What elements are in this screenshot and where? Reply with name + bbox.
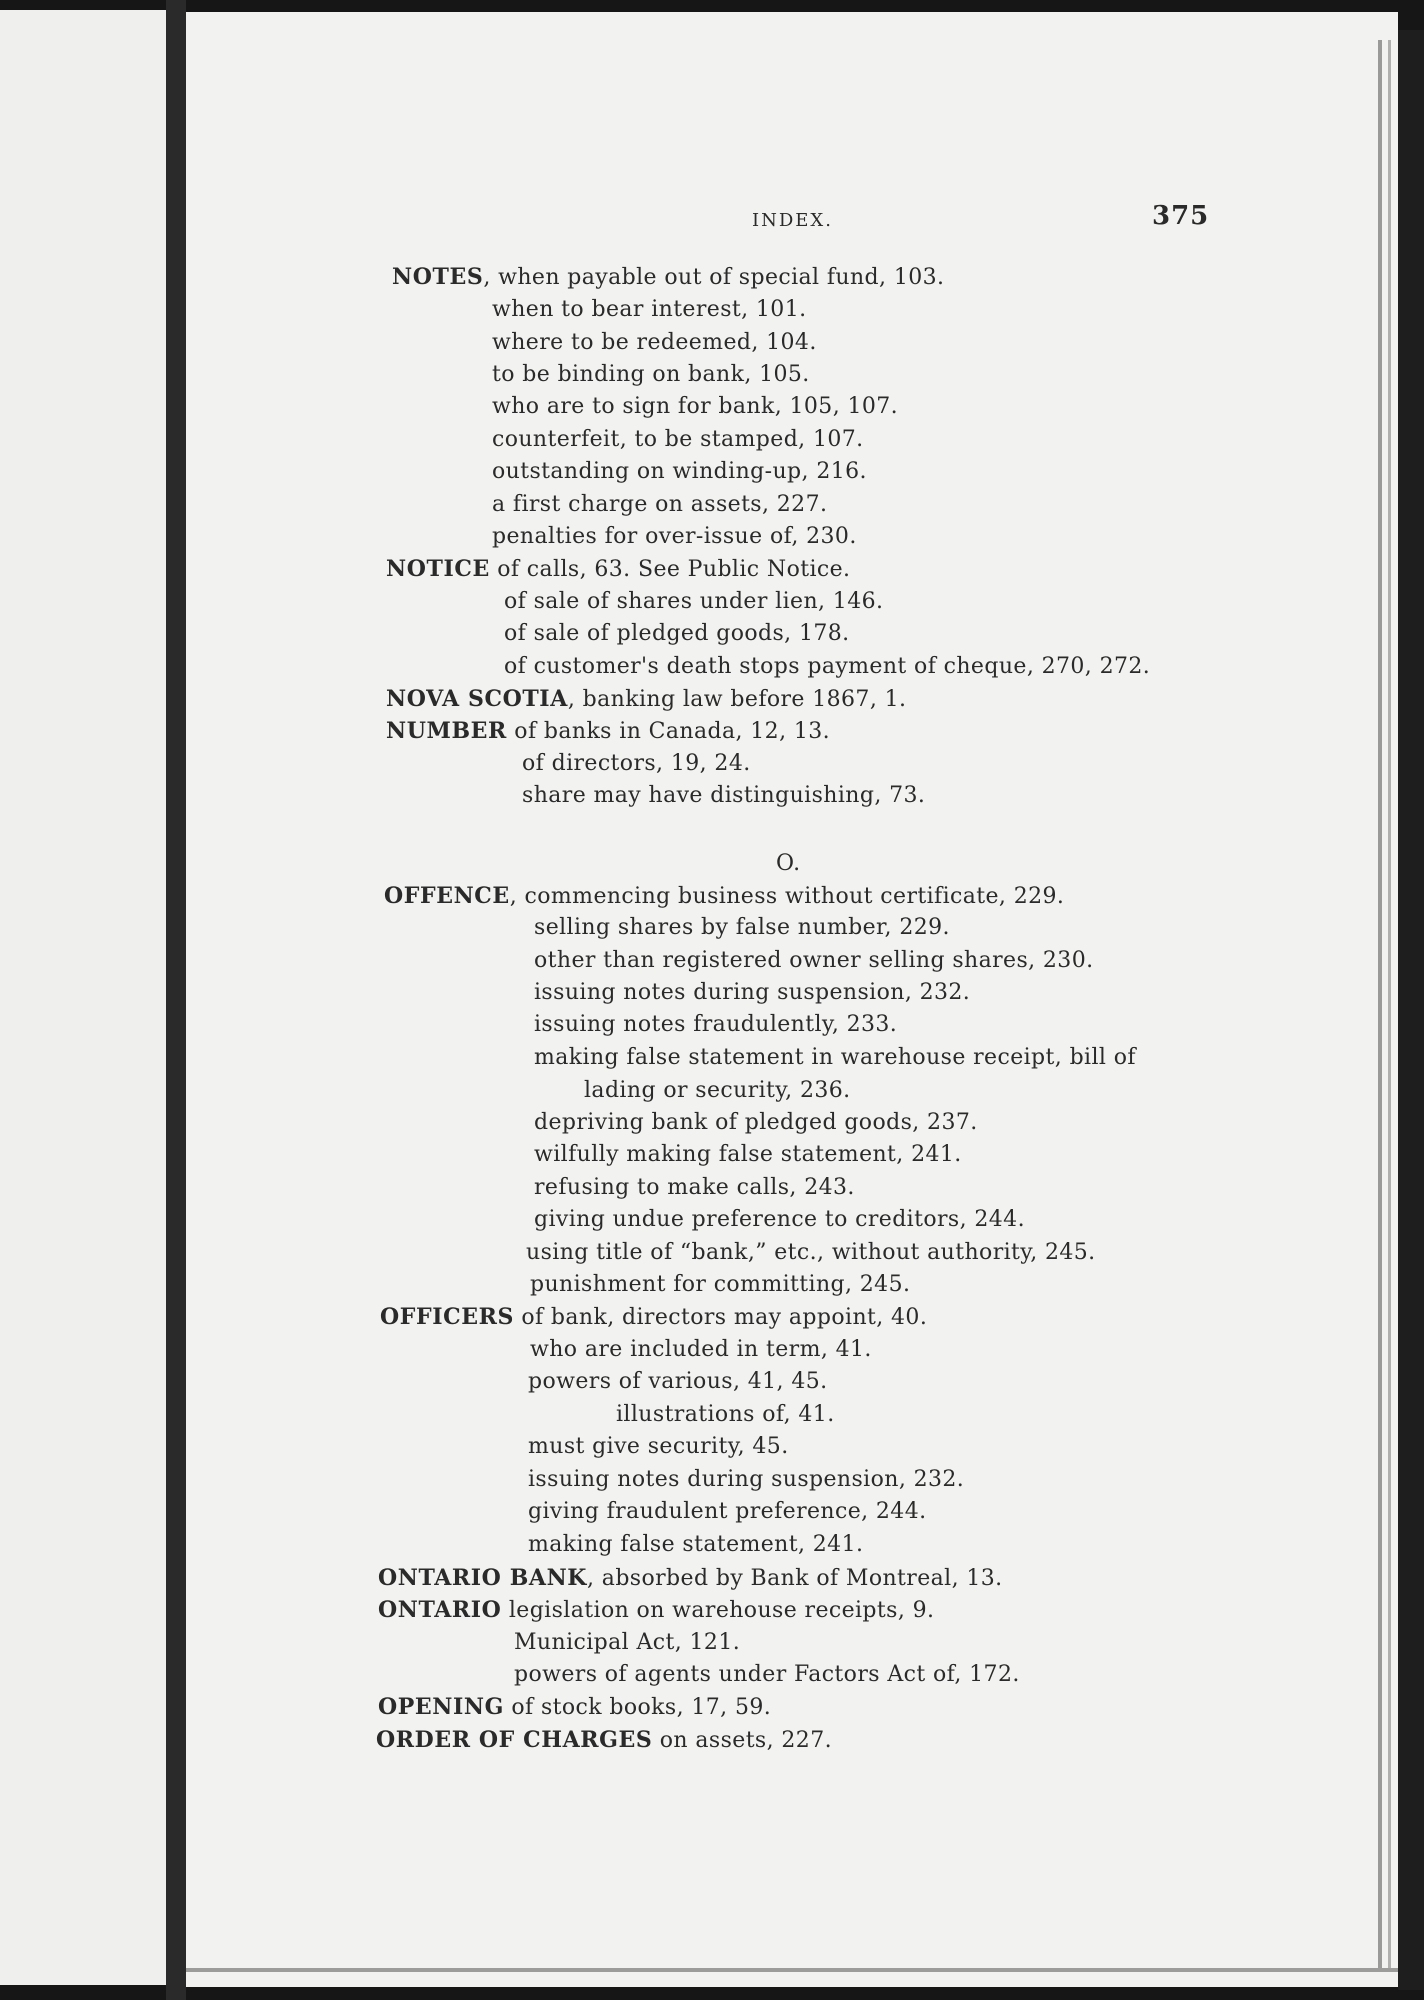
index-entry-text: lading or security, 236. xyxy=(584,1078,851,1103)
index-entry-text: issuing notes during suspension, 232. xyxy=(528,1467,965,1492)
index-heading: OPENING xyxy=(378,1694,504,1720)
index-entry-text: , commencing business without certificate, 229. xyxy=(509,884,1065,909)
page-edge xyxy=(1388,40,1391,1970)
index-entry-text: powers of agents under Factors Act of, 172. xyxy=(514,1662,1020,1687)
index-subentry-line xyxy=(492,459,867,485)
book-gutter xyxy=(166,0,186,2000)
index-subentry-line xyxy=(534,1110,978,1136)
index-entry-text: counterfeit, to be stamped, 107. xyxy=(492,427,864,452)
index-entry-text: issuing notes during suspension, 232. xyxy=(534,980,971,1005)
index-subentry-line xyxy=(504,654,1150,680)
index-entry-text: , banking law before 1867, 1. xyxy=(567,687,907,712)
index-entry-text: when to bear interest, 101. xyxy=(492,297,807,322)
index-entry-text: making false statement in warehouse receipt, bill of xyxy=(534,1045,1136,1070)
index-entry-heading-line xyxy=(376,1727,832,1754)
index-entry-text: issuing notes fraudulently, 233. xyxy=(534,1012,898,1037)
index-entry-text: legislation on warehouse receipts, 9. xyxy=(501,1598,935,1623)
page-edge-shadow xyxy=(1398,30,1424,1990)
index-subentry-line xyxy=(530,1337,872,1363)
index-subentry-line xyxy=(492,297,807,323)
index-entry-text: share may have distinguishing, 73. xyxy=(522,783,926,808)
index-subentry-line xyxy=(528,1499,926,1525)
index-subentry-line xyxy=(534,915,950,941)
index-entry-heading-line xyxy=(386,718,830,745)
index-entry-text: powers of various, 41, 45. xyxy=(528,1369,828,1394)
index-entry-text: of bank, directors may appoint, 40. xyxy=(513,1305,928,1330)
index-subentry-line xyxy=(522,751,751,777)
page-number: 375 xyxy=(1152,201,1210,231)
index-subentry-line xyxy=(492,330,817,356)
index-entry-heading-line xyxy=(386,556,850,583)
index-entry-text: illustrations of, 41. xyxy=(616,1402,835,1427)
index-entry-text: wilfully making false statement, 241. xyxy=(534,1142,962,1167)
index-entry-heading-line xyxy=(378,1565,1003,1592)
index-entry-text: of sale of pledged goods, 178. xyxy=(504,621,850,646)
index-entry-text: to be binding on bank, 105. xyxy=(492,362,810,387)
index-entry-text: giving fraudulent preference, 244. xyxy=(528,1499,927,1524)
index-subentry-line xyxy=(528,1532,863,1558)
section-letter: O. xyxy=(776,851,801,876)
index-entry-text: using title of “bank,” etc., without authority, 245. xyxy=(526,1240,1096,1265)
index-heading: ORDER OF CHARGES xyxy=(376,1727,653,1753)
index-entry-text: refusing to make calls, 243. xyxy=(534,1175,855,1200)
index-subentry-line xyxy=(528,1369,828,1395)
index-heading: OFFICERS xyxy=(380,1304,514,1330)
index-subentry-line xyxy=(534,1207,1025,1233)
index-subentry-line xyxy=(526,1240,1096,1266)
index-entry-text: other than registered owner selling shares, 230. xyxy=(534,948,1094,973)
index-subentry-line xyxy=(534,980,970,1006)
index-entry-text: Municipal Act, 121. xyxy=(514,1630,741,1655)
index-subentry-line xyxy=(492,394,898,420)
index-subentry-line xyxy=(534,1142,962,1168)
index-subentry-line xyxy=(528,1467,964,1493)
index-subentry-line xyxy=(584,1078,851,1104)
index-subentry-line xyxy=(528,1434,789,1460)
index-heading: NOVA SCOTIA xyxy=(386,686,568,712)
index-entry-text: selling shares by false number, 229. xyxy=(534,915,950,940)
index-entry-text: on assets, 227. xyxy=(652,1728,832,1753)
index-subentry-line xyxy=(492,427,864,453)
left-page-blank xyxy=(0,10,166,1985)
index-entry-text: must give security, 45. xyxy=(528,1434,789,1459)
index-subentry-line xyxy=(492,524,857,550)
index-entry-text: making false statement, 241. xyxy=(528,1532,864,1557)
index-entry-text: who are to sign for bank, 105, 107. xyxy=(492,394,899,419)
index-subentry-line xyxy=(534,1175,855,1201)
index-entry-text: of calls, 63. See Public Notice. xyxy=(489,557,851,582)
index-heading: ONTARIO xyxy=(378,1597,502,1623)
index-heading: NOTICE xyxy=(386,556,490,582)
index-heading: OFFENCE xyxy=(384,883,510,909)
index-entry-text: of sale of shares under lien, 146. xyxy=(504,589,884,614)
index-entry-text: of customer's death stops payment of cheque, 270, 272. xyxy=(504,654,1151,679)
index-subentry-line xyxy=(616,1402,835,1428)
index-entry-text: , when payable out of special fund, 103. xyxy=(483,265,945,290)
index-entry-text: of stock books, 17, 59. xyxy=(503,1695,772,1720)
index-entry-text: of directors, 19, 24. xyxy=(522,751,751,776)
index-entry-text: outstanding on winding-up, 216. xyxy=(492,459,867,484)
index-heading: ONTARIO BANK xyxy=(378,1565,588,1591)
index-subentry-line xyxy=(514,1630,740,1656)
index-entry-text: , absorbed by Bank of Montreal, 13. xyxy=(587,1566,1003,1591)
page-edge xyxy=(1378,40,1382,1970)
running-title: INDEX. xyxy=(752,210,833,231)
index-entry-heading-line xyxy=(384,883,1064,910)
index-entry-text: of banks in Canada, 12, 13. xyxy=(506,719,831,744)
index-subentry-line xyxy=(534,1012,897,1038)
index-heading: NUMBER xyxy=(386,718,507,744)
index-subentry-line xyxy=(522,783,925,809)
index-subentry-line xyxy=(492,492,827,518)
index-entry-heading-line xyxy=(392,264,944,291)
index-subentry-line xyxy=(514,1662,1020,1688)
index-entry-text: punishment for committing, 245. xyxy=(530,1272,911,1297)
index-heading: NOTES xyxy=(392,264,484,290)
index-subentry-line xyxy=(534,1045,1136,1071)
index-entry-text: who are included in term, 41. xyxy=(530,1337,872,1362)
index-entry-text: a first charge on assets, 227. xyxy=(492,492,828,517)
index-subentry-line xyxy=(504,621,850,647)
index-entry-text: giving undue preference to creditors, 244. xyxy=(534,1207,1025,1232)
index-entry-heading-line xyxy=(378,1694,771,1721)
index-subentry-line xyxy=(534,948,1094,974)
index-subentry-line xyxy=(492,362,810,388)
index-entry-heading-line xyxy=(380,1304,927,1331)
index-entry-text: penalties for over-issue of, 230. xyxy=(492,524,857,549)
index-entry-heading-line xyxy=(386,686,906,713)
index-entry-heading-line xyxy=(378,1597,934,1624)
page-bottom-edge xyxy=(186,1968,1398,1972)
index-entry-text: depriving bank of pledged goods, 237. xyxy=(534,1110,978,1135)
index-subentry-line xyxy=(530,1272,910,1298)
index-subentry-line xyxy=(504,589,883,615)
index-entry-text: where to be redeemed, 104. xyxy=(492,330,817,355)
